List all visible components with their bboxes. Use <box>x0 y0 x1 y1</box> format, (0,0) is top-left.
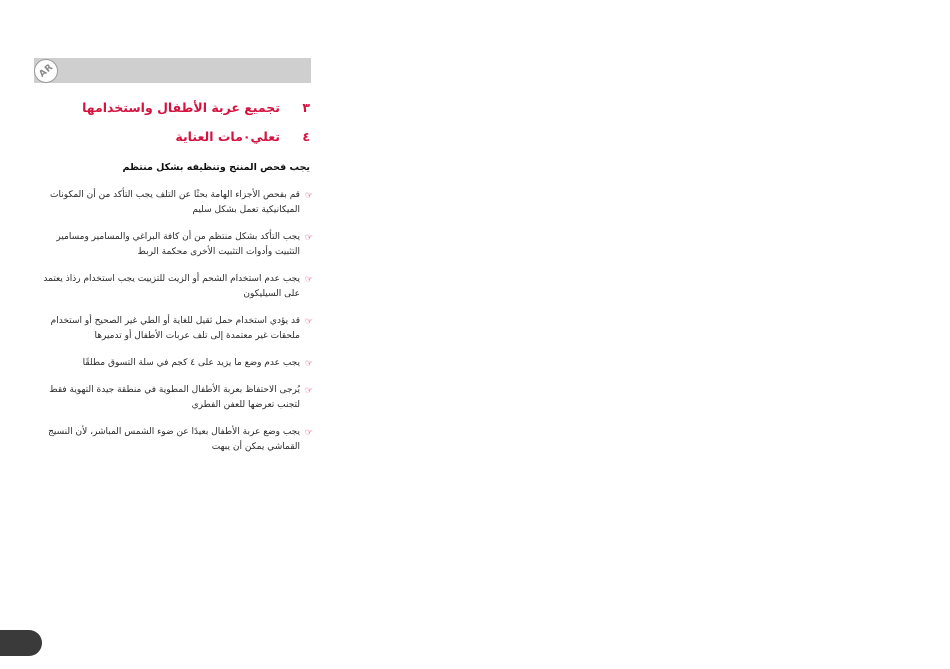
list-item-text: يجب عدم استخدام الشحم أو الزيت للتزييت يجب استخدام رذاذ يعتمد على السيليكون <box>43 274 300 299</box>
list-item <box>31 230 313 260</box>
list-item <box>31 272 313 302</box>
language-badge <box>34 59 58 83</box>
list-item-text: قد يؤدي استخدام حمل ثقيل للغاية أو الطي غير الصحيح أو استخدام ملحقات غير معتمدة إلى تلف عربات الأطفال أو تدميرها <box>50 316 300 341</box>
section-title: تعلي٠مات العناية <box>175 129 280 144</box>
list-item <box>31 188 313 218</box>
list-item-text: يجب التأكد بشكل منتظم من أن كافة البراغي والمسامير ومسامير التثبيت وأدوات التثبيت الأخرى محكمة الربط <box>56 232 300 257</box>
hand-pointer-icon: ☞ <box>304 386 313 396</box>
list-item-text: يجب وضع عربة الأطفال بعيدًا عن ضوء الشمس المباشر، لأن النسيج القماشي يمكن أن يبهت <box>48 427 300 452</box>
list-item <box>31 356 313 371</box>
hand-pointer-icon: ☞ <box>304 233 313 243</box>
care-subheading: يجب فحص المنتج وتنظيفه بشكل منتظم <box>122 162 310 173</box>
hand-pointer-icon: ☞ <box>304 428 313 438</box>
hand-pointer-icon: ☞ <box>304 359 313 369</box>
list-item-text: يجب عدم وضع ما يزيد على ٤ كجم في سلة التسوق مطلقًا <box>82 358 300 368</box>
care-instructions-list <box>31 188 313 467</box>
section-number: ٣ <box>302 100 310 115</box>
section-heading-3 <box>82 100 310 115</box>
list-item <box>31 425 313 455</box>
language-bar <box>34 58 311 83</box>
list-item <box>31 314 313 344</box>
hand-pointer-icon: ☞ <box>304 275 313 285</box>
page-tab <box>0 630 42 656</box>
hand-pointer-icon: ☞ <box>304 317 313 327</box>
language-badge-label: AR <box>37 62 55 80</box>
section-number: ٤ <box>302 129 310 144</box>
hand-pointer-icon: ☞ <box>304 191 313 201</box>
list-item-text: قم بفحص الأجزاء الهامة بحثًا عن التلف يجب التأكد من أن المكونات الميكانيكية تعمل بشكل سليم <box>49 190 300 215</box>
list-item <box>31 383 313 413</box>
list-item-text: يُرجى الاحتفاظ بعربة الأطفال المطوية في منطقة جيدة التهوية فقط لتجنب تعرضها للعفن الفطري <box>49 385 300 410</box>
section-title: تجميع عربة الأطفال واستخدامها <box>82 100 280 115</box>
section-heading-4 <box>175 129 310 144</box>
